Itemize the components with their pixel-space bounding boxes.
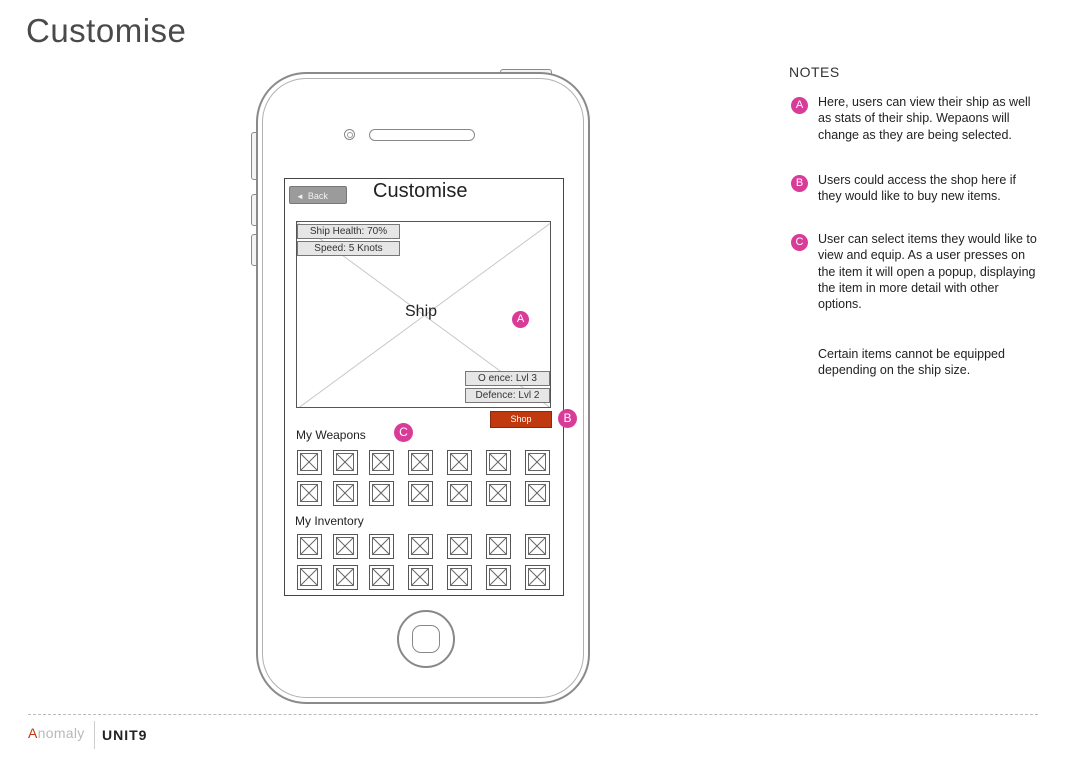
weapon-slot[interactable] [486,450,511,475]
weapon-slot[interactable] [369,481,394,506]
back-label: Back [307,191,328,201]
placeholder-x-icon [411,453,429,471]
placeholder-x-icon [528,568,546,586]
weapon-slot[interactable] [525,481,550,506]
placeholder-x-icon [528,484,546,502]
inventory-slot[interactable] [447,534,472,559]
logo-separator [94,721,95,749]
placeholder-x-icon [372,568,390,586]
footer-divider [28,714,1038,715]
marker-a: A [512,311,529,328]
placeholder-x-icon [411,568,429,586]
anomaly-logo: Anomaly [28,725,85,741]
placeholder-x-icon [336,537,354,555]
inventory-slot[interactable] [408,534,433,559]
placeholder-x-icon [372,484,390,502]
weapon-slot[interactable] [408,450,433,475]
back-arrow-icon: ◄ [296,192,304,201]
weapon-slot[interactable] [447,481,472,506]
inventory-slot[interactable] [297,534,322,559]
inventory-slot[interactable] [486,565,511,590]
weapon-slot[interactable] [297,450,322,475]
placeholder-x-icon [489,484,507,502]
weapon-slot[interactable] [408,481,433,506]
placeholder-x-icon [528,537,546,555]
home-button-icon[interactable] [397,610,455,668]
ship-label: Ship [405,303,438,320]
placeholder-x-icon [450,568,468,586]
placeholder-x-icon [450,484,468,502]
notes-title: NOTES [789,64,840,80]
inventory-slot[interactable] [333,534,358,559]
placeholder-x-icon [411,484,429,502]
weapon-slot[interactable] [486,481,511,506]
placeholder-x-icon [528,453,546,471]
weapons-heading: My Weapons [296,428,366,442]
weapon-slot[interactable] [447,450,472,475]
shop-button[interactable]: Shop [490,411,552,428]
placeholder-x-icon [489,453,507,471]
placeholder-x-icon [411,537,429,555]
placeholder-x-icon [300,484,318,502]
placeholder-x-icon [489,568,507,586]
note-marker-c: C [791,234,808,251]
inventory-slot[interactable] [408,565,433,590]
inventory-slot[interactable] [369,534,394,559]
offence-stat: O ence: Lvl 3 [465,371,550,386]
ship-health-stat: Ship Health: 70% [297,224,400,239]
note-a: Here, users can view their ship as well as stats of their ship. Wepaons will change as they are being selected. [818,95,1031,142]
weapon-slot[interactable] [369,450,394,475]
note-marker-a: A [791,97,808,114]
note-marker-b: B [791,175,808,192]
speaker-grille [369,129,475,141]
placeholder-x-icon [336,484,354,502]
placeholder-x-icon [300,453,318,471]
inventory-slot[interactable] [486,534,511,559]
placeholder-x-icon [336,568,354,586]
screen-title: Customise [373,180,468,202]
inventory-slot[interactable] [297,565,322,590]
placeholder-x-icon [300,537,318,555]
inventory-slot[interactable] [369,565,394,590]
camera-icon [344,129,355,140]
weapon-slot[interactable] [297,481,322,506]
unit9-logo: UNIT9 [102,727,148,743]
inventory-slot[interactable] [447,565,472,590]
marker-b: B [558,409,577,428]
placeholder-x-icon [450,453,468,471]
placeholder-x-icon [336,453,354,471]
note-c-extra: Certain items cannot be equipped depending on the ship size. [818,347,1005,378]
inventory-slot[interactable] [333,565,358,590]
weapon-slot[interactable] [525,450,550,475]
placeholder-x-icon [372,537,390,555]
placeholder-x-icon [372,453,390,471]
note-c: User can select items they would like to view and equip. As a user presses on the item it will open a popup, displaying the item in more detail with other options. [818,232,1037,312]
marker-c: C [394,423,413,442]
inventory-heading: My Inventory [295,514,364,528]
defence-stat: Defence: Lvl 2 [465,388,550,403]
back-button[interactable] [289,186,347,204]
speed-stat: Speed: 5 Knots [297,241,400,256]
weapon-slot[interactable] [333,450,358,475]
placeholder-x-icon [300,568,318,586]
note-b: Users could access the shop here if they would like to buy new items. [818,173,1017,204]
weapon-slot[interactable] [333,481,358,506]
placeholder-x-icon [450,537,468,555]
placeholder-x-icon [489,537,507,555]
inventory-slot[interactable] [525,565,550,590]
inventory-slot[interactable] [525,534,550,559]
page-title: Customise [26,12,187,49]
